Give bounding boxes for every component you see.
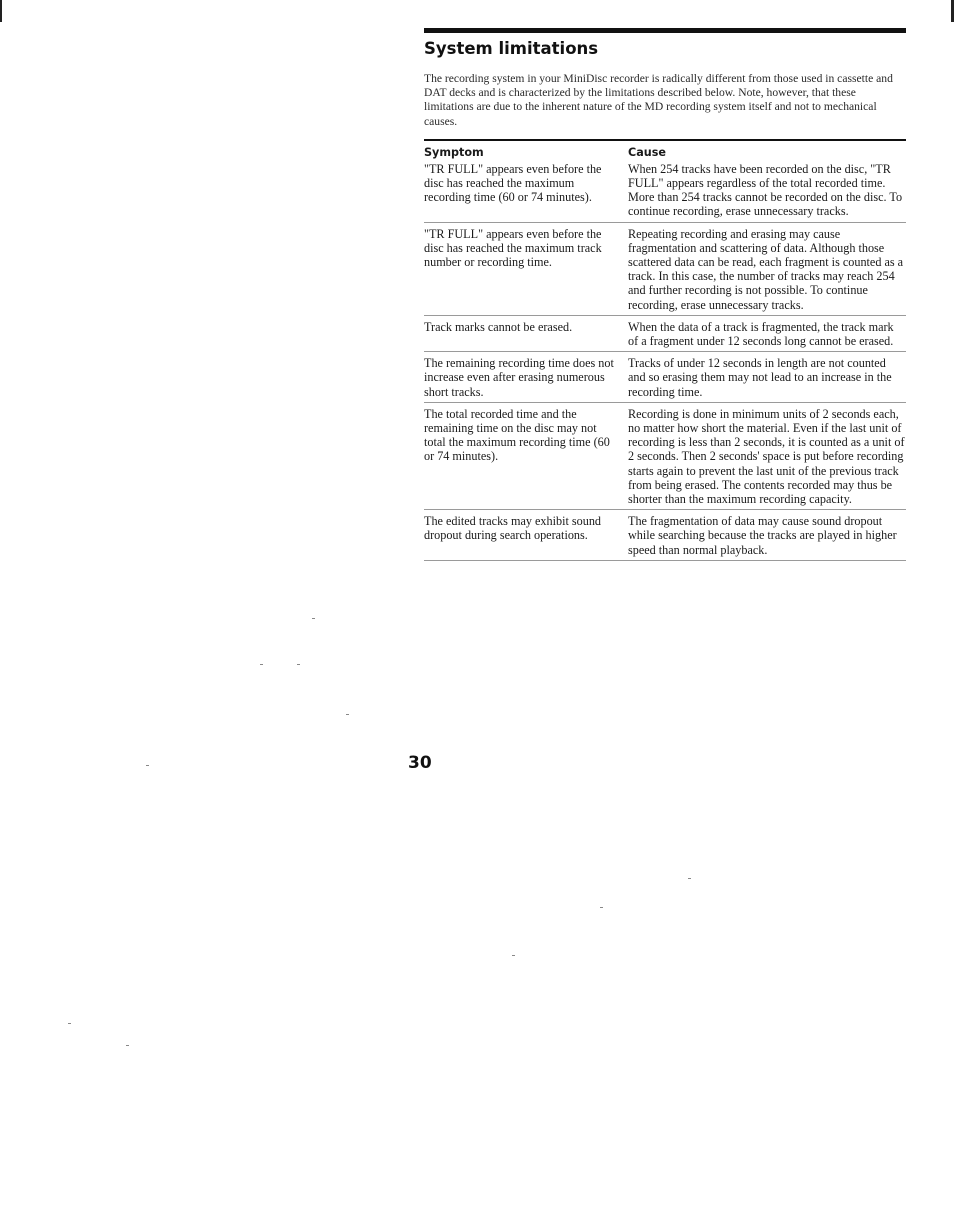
page-number: 30: [408, 753, 432, 773]
scan-speck: [126, 1045, 129, 1046]
intro-paragraph: The recording system in your MiniDisc recorder is radically different from those used in cassette and DAT decks and is characterized by the limitations described below. Note, however, that these limitations are due to the inherent nature of the MD recording system itself and not to mechanical causes.: [424, 72, 893, 128]
cause-cell: When the data of a track is fragmented, the track mark of a fragment under 12 seconds long cannot be erased.: [628, 319, 894, 349]
document-content: [424, 28, 906, 561]
table-row: [424, 223, 906, 316]
cause-cell: Tracks of under 12 seconds in length are not counted and so erasing them may not lead to an increase in the recording time.: [628, 356, 892, 399]
symptom-cell: "TR FULL" appears even before the disc has reached the maximum track number or recording time.: [424, 226, 602, 270]
scan-speck: [146, 765, 149, 766]
header-cause: Cause: [628, 145, 666, 159]
table-row: [424, 316, 906, 352]
table-row: [424, 403, 906, 510]
scan-speck: [512, 955, 515, 956]
scan-speck: [68, 1023, 71, 1024]
scan-speck: [346, 714, 349, 715]
table-top-rule: [424, 139, 906, 141]
cause-cell: The fragmentation of data may cause sound dropout while searching because the tracks are played in higher speed than normal playback.: [628, 514, 897, 557]
table-header: [424, 146, 906, 160]
title-rule: [424, 28, 906, 33]
table-row: [424, 510, 906, 561]
scan-speck: [260, 664, 263, 665]
symptom-cell: "TR FULL" appears even before the disc has reached the maximum recording time (60 or 74 minutes).: [424, 161, 602, 205]
scan-speck: [688, 878, 691, 879]
scan-speck: [312, 618, 315, 619]
header-symptom: Symptom: [424, 145, 484, 159]
cause-cell: Repeating recording and erasing may cause fragmentation and scattering of data. Although those scattered data can be read, each fragment is counted as a track. In this case, the number of tracks may reach 254 and further recording is not possible. To continue recording, erase unnecessary tracks.: [628, 226, 904, 312]
symptom-cell: The total recorded time and the remaining time on the disc may not total the maximum recording time (60 or 74 minutes).: [424, 406, 610, 464]
cause-cell: Recording is done in minimum units of 2 seconds each, no matter how short the material. Even if the last unit of recording is less than 2 seconds, it is counted as a unit of 2 seconds. Then 2 seconds' space is put before recording starts again to prevent the last unit of the previous track from being erased. The contents recorded may thus be shorter than the maximum recording capacity.: [628, 406, 905, 507]
table-row: [424, 162, 906, 223]
limitations-table: [424, 162, 906, 561]
symptom-cell: The edited tracks may exhibit sound dropout during search operations.: [424, 514, 602, 543]
symptom-cell: Track marks cannot be erased.: [424, 319, 573, 334]
section-title: System limitations: [424, 39, 599, 58]
symptom-cell: The remaining recording time does not increase even after erasing numerous short tracks.: [424, 356, 614, 399]
scan-edge-mark-left: [0, 0, 2, 22]
table-row: [424, 352, 906, 403]
scan-speck: [600, 907, 603, 908]
scan-speck: [297, 664, 300, 665]
cause-cell: When 254 tracks have been recorded on the disc, "TR FULL" appears regardless of the total recorded time. More than 254 tracks cannot be recorded on the disc. To continue recording, erase unnecessary tracks.: [628, 161, 903, 219]
